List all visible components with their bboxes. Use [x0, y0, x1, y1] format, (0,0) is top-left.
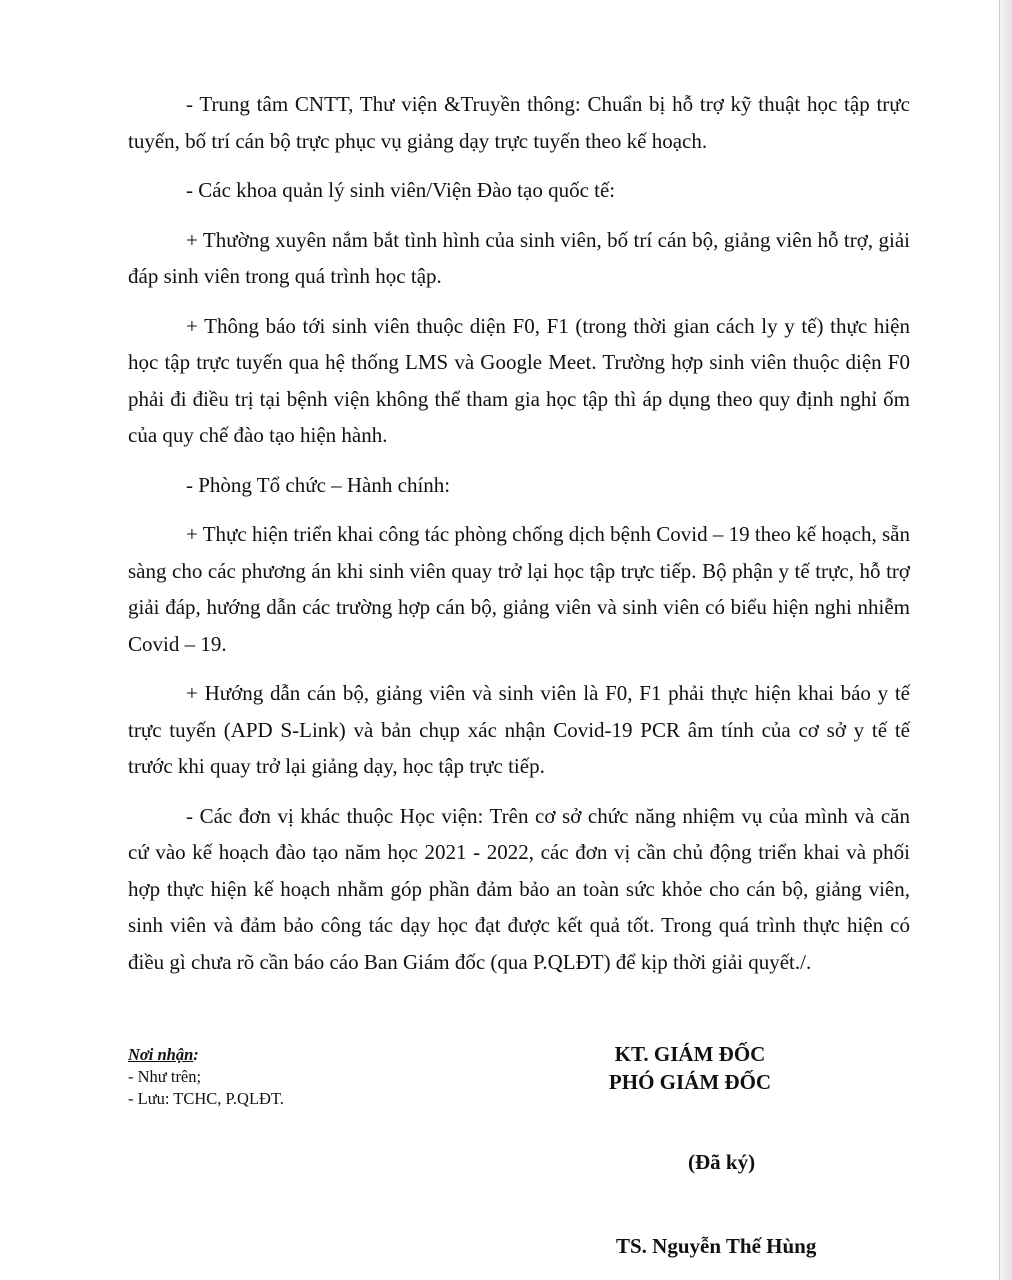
recipients-heading: [128, 1044, 284, 1066]
paragraph-other-units: - Các đơn vị khác thuộc Học viện: Trên cơ sở chức năng nhiệm vụ của mình và căn cứ vào kế hoạch đào tạo năm học 2021 - 2022, các đơn vị cần chủ động triển khai và phối hợp thực hiện kế hoạch nhằm góp phần đảm bảo an toàn sức khỏe cho cán bộ, giảng viên, sinh viên và đảm bảo công tác dạy học đạt được kết quả tốt. Trong quá trình thực hiện có điều gì chưa rõ cần báo cáo Ban Giám đốc (qua P.QLĐT) để kịp thời giải quyết./.: [128, 803, 910, 974]
paragraph-faculties-monitor: + Thường xuyên nắm bắt tình hình của sinh viên, bố trí cán bộ, giảng viên hỗ trợ, giải đáp sinh viên trong quá trình học tập.: [128, 227, 910, 288]
paragraph-admin-heading: - Phòng Tổ chức – Hành chính:: [186, 472, 451, 497]
signer-name: TS. Nguyễn Thế Hùng: [616, 1234, 817, 1258]
recipients-heading-label: Nơi nhận: [128, 1045, 194, 1064]
document-body: [128, 86, 910, 980]
paragraph-it-center: - Trung tâm CNTT, Thư viện &Truyền thông: Chuẩn bị hỗ trợ kỹ thuật học tập trực tuyến, bố trí cán bộ trực phục vụ giảng dạy trực tuyến theo kế hoạch.: [128, 92, 910, 153]
page-edge: [999, 0, 1012, 1280]
paragraph-admin-implement: + Thực hiện triển khai công tác phòng chống dịch bệnh Covid – 19 theo kế hoạch, sẵn sàng cho các phương án khi sinh viên quay trở lại học tập trực tiếp. Bộ phận y tế trực, hỗ trợ giải đáp, hướng dẫn các trường hợp cán bộ, giảng viên và sinh viên có biểu hiện nghi nhiễm Covid – 19.: [128, 522, 910, 656]
signed-note: (Đã ký): [688, 1150, 756, 1174]
recipients-heading-colon: :: [193, 1045, 199, 1064]
recipients-block: [128, 1044, 284, 1110]
document-footer: [128, 1040, 910, 1270]
recipient-item: - Như trên;: [128, 1067, 202, 1086]
signature-title-line1: KT. GIÁM ĐỐC: [614, 1042, 766, 1066]
paragraph-faculties-heading: - Các khoa quản lý sinh viên/Viện Đào tạo quốc tế:: [186, 178, 616, 202]
recipient-item: - Lưu: TCHC, P.QLĐT.: [128, 1089, 284, 1108]
paragraph-faculties-notify: + Thông báo tới sinh viên thuộc diện F0, F1 (trong thời gian cách ly y tế) thực hiện học tập trực tuyến qua hệ thống LMS và Google Meet. Trường hợp sinh viên thuộc diện F0 phải đi điều trị tại bệnh viện không thể tham gia học tập thì áp dụng theo quy định nghỉ ốm của quy chế đào tạo hiện hành.: [128, 313, 910, 447]
signature-title-line2: PHÓ GIÁM ĐỐC: [608, 1070, 772, 1094]
paragraph-admin-guide: + Hướng dẫn cán bộ, giảng viên và sinh viên là F0, F1 phải thực hiện khai báo y tế trực tuyến (APD S-Link) và bản chụp xác nhận Covid-19 PCR âm tính của cơ sở y tế tế trước khi quay trở lại giảng dạy, học tập trực tiếp.: [128, 681, 910, 778]
